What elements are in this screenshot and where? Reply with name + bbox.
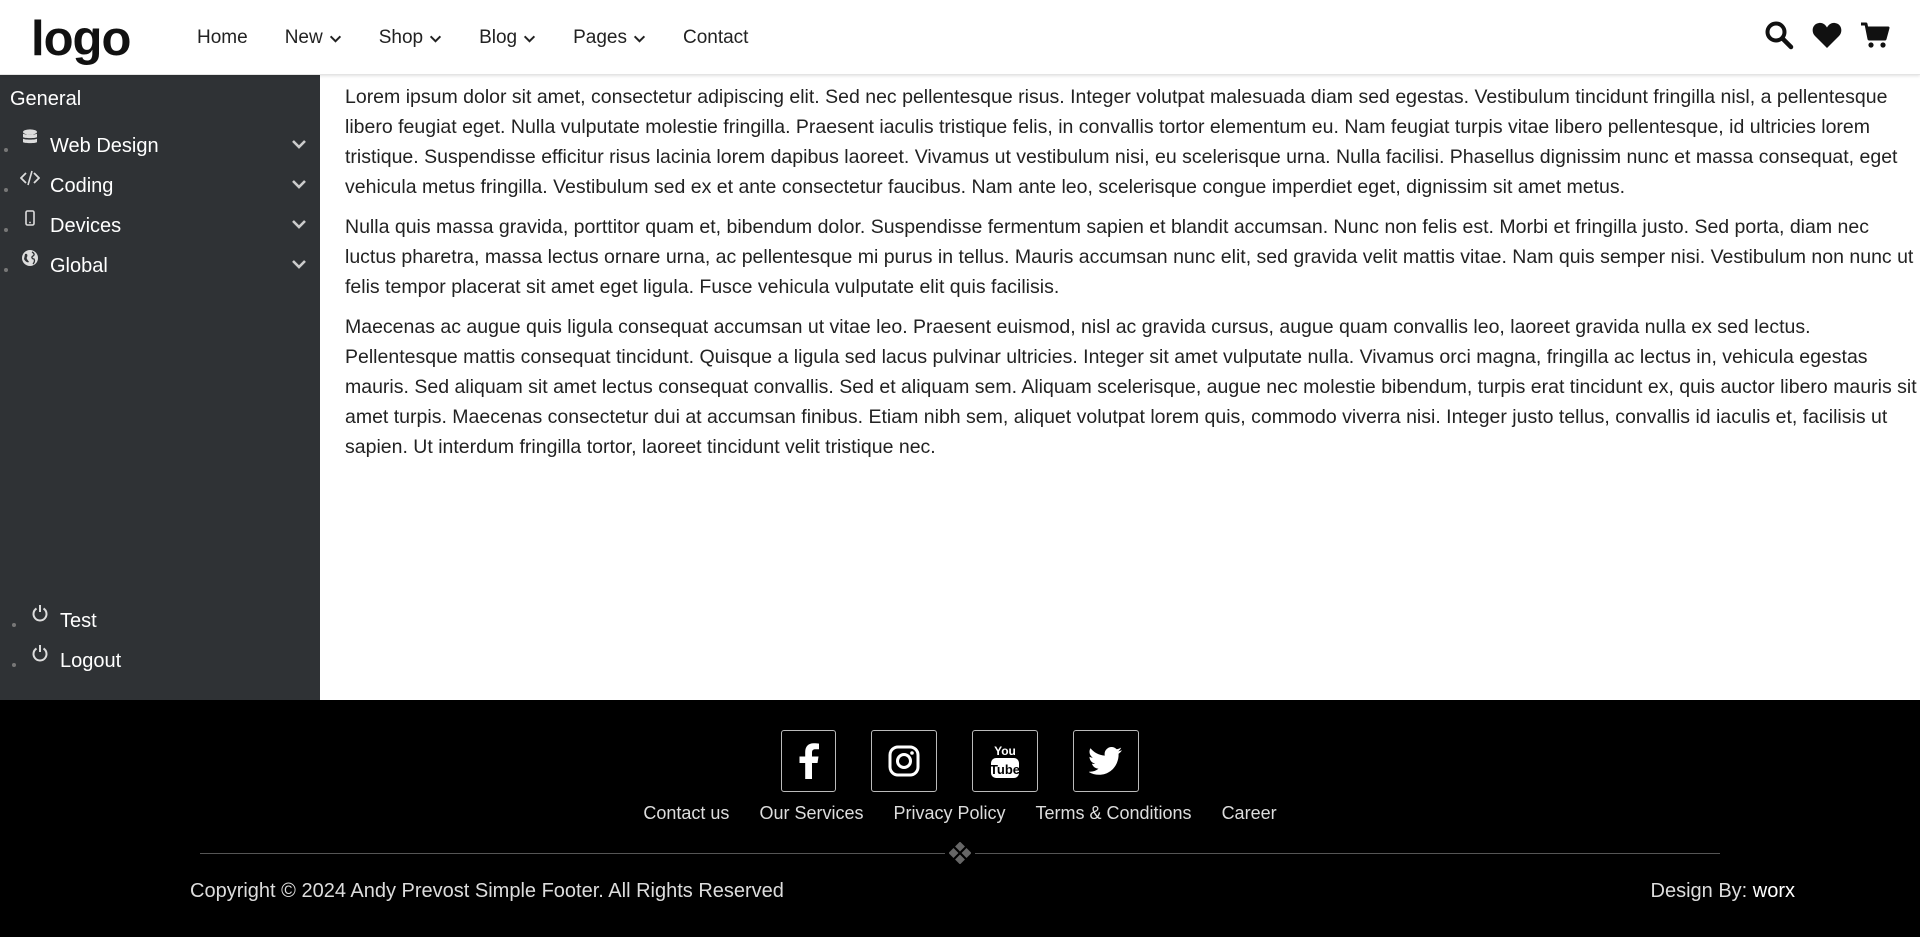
- sidebar-item-label: Global: [50, 255, 108, 277]
- sidebar-item-label: Test: [60, 610, 97, 632]
- nav-shop-label: Shop: [378, 27, 424, 48]
- paragraph: Nulla quis massa gravida, porttitor quam et, bibendum dolor. Suspendisse fermentum sapien et blandit accumsan. Nunc non felis est. Morbi et fringilla justo. Sed porta, diam nec luctus pharetra, massa lectus ornare urna, ac pellentesque mi purus in tellus. Mauris accumsan nunc elit, sed gravida velit mattis vitae. Nam quis semper nisi. Vestibulum non nunc ut felis tempor placerat sit amet eget ligula. Fusce vehicula vulputate elit quis facilisis.: [345, 216, 1914, 298]
- search-icon[interactable]: [1764, 20, 1794, 50]
- youtube-icon: [990, 742, 1020, 780]
- list-bullet: [4, 188, 8, 192]
- main-content: [345, 82, 1920, 472]
- svg-text:Tube: Tube: [990, 762, 1020, 777]
- sidebar-title: General: [10, 88, 82, 110]
- top-header: [0, 0, 1920, 75]
- chevron-down-icon[interactable]: [290, 175, 308, 193]
- footer-link-terms[interactable]: Terms & Conditions: [1035, 803, 1192, 823]
- design-by-link[interactable]: worx: [1752, 880, 1795, 902]
- footer-link-contact[interactable]: Contact us: [643, 803, 730, 823]
- sidebar: [0, 75, 320, 700]
- nav-home[interactable]: [197, 25, 248, 51]
- footer-links: [0, 803, 1920, 824]
- instagram-icon: [888, 745, 920, 777]
- nav-blog-label: Blog: [479, 27, 518, 48]
- sidebar-item-test[interactable]: [0, 600, 320, 640]
- design-by: [1651, 880, 1796, 903]
- logo[interactable]: logo: [31, 12, 131, 66]
- chevron-down-icon[interactable]: [290, 215, 308, 233]
- chevron-down-icon: [429, 32, 442, 45]
- twitter-icon: [1089, 747, 1123, 775]
- twitter-button[interactable]: [1073, 730, 1139, 792]
- chevron-down-icon: [633, 32, 646, 45]
- nav-home-label: Home: [197, 27, 248, 48]
- footer-link-privacy[interactable]: Privacy Policy: [893, 803, 1006, 823]
- chevron-down-icon[interactable]: [290, 255, 308, 273]
- mobile-icon: [20, 208, 40, 228]
- power-icon: [30, 603, 50, 623]
- list-bullet: [12, 663, 16, 667]
- main-nav: [197, 25, 785, 51]
- sidebar-item-devices[interactable]: [0, 205, 320, 245]
- sidebar-item-web-design[interactable]: [0, 125, 320, 165]
- heart-icon[interactable]: [1812, 21, 1842, 49]
- list-bullet: [12, 623, 16, 627]
- design-by-label: Design By:: [1650, 880, 1753, 902]
- globe-icon: [20, 248, 40, 268]
- sidebar-item-label: Coding: [50, 175, 114, 197]
- sidebar-item-label: Web Design: [50, 135, 159, 157]
- database-icon: [20, 128, 40, 148]
- list-bullet: [4, 228, 8, 232]
- list-bullet: [4, 148, 8, 152]
- footer-link-services[interactable]: Our Services: [759, 803, 864, 823]
- sidebar-item-label: Devices: [50, 215, 122, 237]
- nav-shop[interactable]: [379, 25, 442, 51]
- list-bullet: [4, 268, 8, 272]
- nav-pages[interactable]: [573, 25, 646, 51]
- nav-blog[interactable]: [479, 25, 536, 51]
- chevron-down-icon: [523, 32, 536, 45]
- facebook-icon: [798, 743, 820, 779]
- copyright-text: Copyright © 2024 Andy Prevost Simple Footer. All Rights Reserved: [190, 880, 784, 902]
- facebook-button[interactable]: [781, 730, 836, 792]
- footer: [0, 700, 1920, 937]
- sidebar-item-coding[interactable]: [0, 165, 320, 205]
- sidebar-bottom-menu: [0, 600, 320, 680]
- chevron-down-icon: [329, 32, 342, 45]
- nav-contact[interactable]: [683, 25, 748, 51]
- cart-icon[interactable]: [1860, 21, 1890, 49]
- sidebar-menu: [0, 125, 320, 285]
- chevron-down-icon[interactable]: [290, 135, 308, 153]
- nav-new-label: New: [284, 27, 323, 48]
- code-icon: [20, 168, 40, 188]
- power-icon: [30, 643, 50, 663]
- social-links: [0, 730, 1920, 792]
- nav-contact-label: Contact: [682, 27, 749, 48]
- diamond-ornament-icon: [945, 842, 975, 864]
- sidebar-item-logout[interactable]: [0, 640, 320, 680]
- paragraph: Maecenas ac augue quis ligula consequat accumsan ut vitae leo. Praesent euismod, nisl ac gravida cursus, augue quam convallis leo, laoreet gravida nulla ex sed lectus. Pellentesque mattis consequat tincidunt. Quisque a ligula sed lacus pulvinar ultricies. Integer sit amet vulputate nulla. Vivamus orci magna, fringilla ac lectus in, vehicula egestas mauris. Sed aliquam sit amet lectus consequat convallis. Sed et aliquam sem. Aliquam scelerisque, augue nec molestie bibendum, turpis erat tincidunt ex, quis auctor libero mauris sit amet turpis. Maecenas consectetur dui at accumsan finibus. Etiam nibh sem, aliquet volutpat lorem quis, commodo viverra nisi. Integer justo tellus, convallis id iaculis et, facilisis ut sapien. Ut interdum fringilla tortor, laoreet tincidunt velit tristique nec.: [345, 316, 1917, 458]
- header-actions: [1764, 20, 1890, 50]
- youtube-button[interactable]: [972, 730, 1038, 792]
- nav-new[interactable]: [285, 25, 342, 51]
- svg-text:You: You: [994, 744, 1016, 758]
- nav-pages-label: Pages: [573, 27, 627, 48]
- sidebar-item-label: Logout: [60, 650, 122, 672]
- footer-link-career[interactable]: Career: [1221, 803, 1277, 823]
- paragraph: Lorem ipsum dolor sit amet, consectetur adipiscing elit. Sed nec pellentesque risus. Integer volutpat malesuada diam sed egestas. Vestibulum tincidunt fringilla nisl, a pellentesque libero feugiat eget. Nulla vulputate molestie fringilla. Praesent iaculis tristique felis, in convallis tortor elementum eu. Nam feugiat turpis vitae libero pellentesque, id ultricies lorem tristique. Suspendisse efficitur risus lacinia lorem dapibus laoreet. Vivamus ut vestibulum nisi, eu scelerisque urna. Nulla facilisi. Phasellus dignissim nunc et massa consequat, eget vehicula metus fringilla. Vestibulum sed ex et ante consectetur faucibus. Nam ante leo, scelerisque congue imperdiet eget, dignissim sit amet metus.: [345, 86, 1898, 198]
- sidebar-item-global[interactable]: [0, 245, 320, 285]
- instagram-button[interactable]: [871, 730, 937, 792]
